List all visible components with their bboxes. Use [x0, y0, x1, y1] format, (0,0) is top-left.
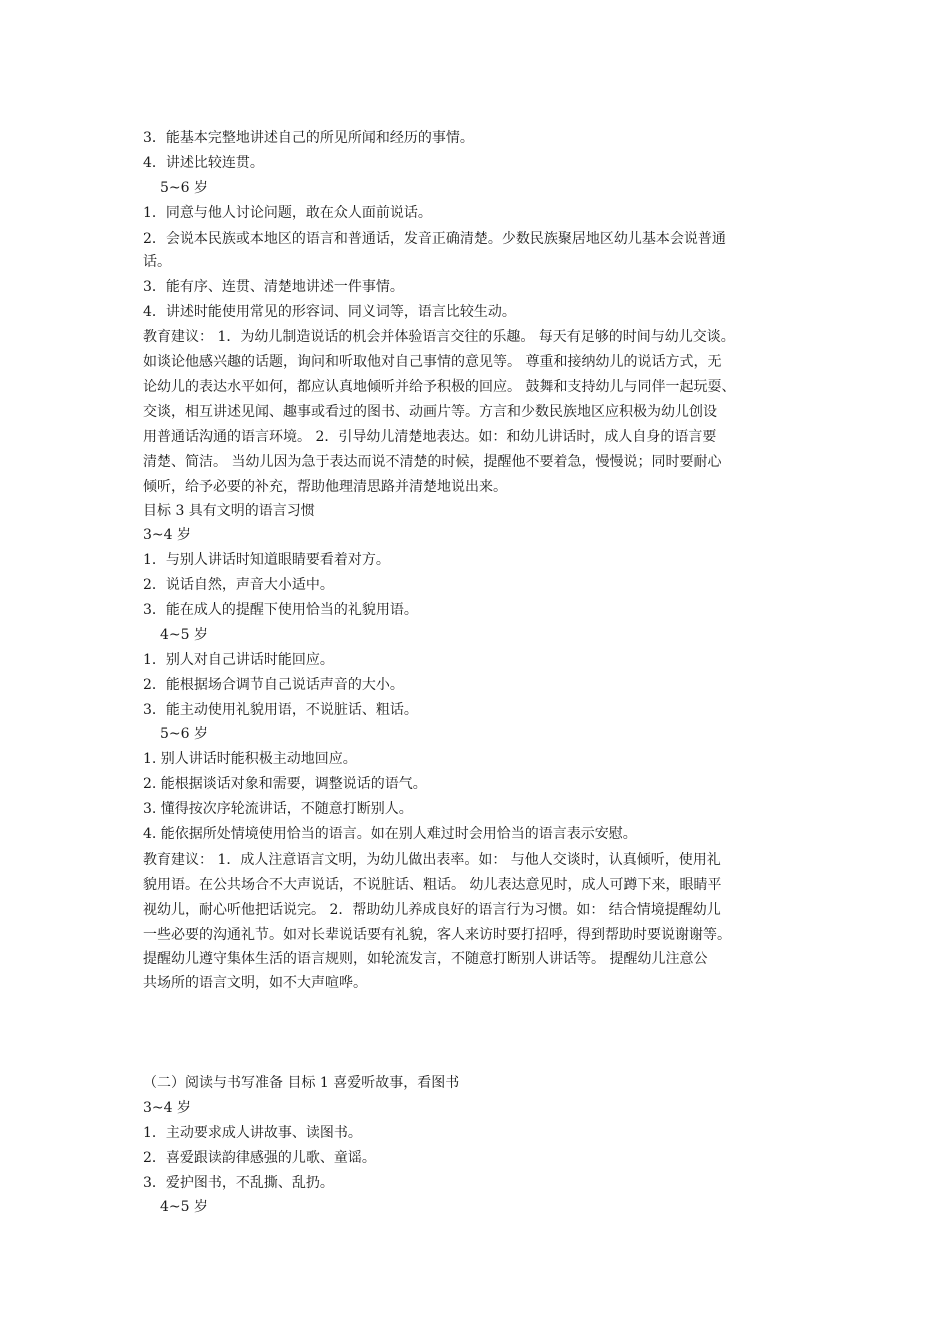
age-heading: 5~6 岁 — [160, 726, 208, 742]
text-line: 2. 能根据谈话对象和需要，调整说话的语气。 — [143, 776, 427, 792]
text-line: 共场所的语言文明，如不大声喧哗。 — [143, 975, 367, 991]
text-line: 1. 别人讲话时能积极主动地回应。 — [143, 751, 357, 767]
text-line: 2．能根据场合调节自己说话声音的大小。 — [143, 677, 404, 693]
age-heading: 4~5 岁 — [160, 1199, 208, 1215]
text-line: 3．能基本完整地讲述自己的所见所闻和经历的事情。 — [143, 130, 474, 146]
text-line: 提醒幼儿遵守集体生活的语言规则，如轮流发言，不随意打断别人讲话等。 提醒幼儿注意公 — [143, 951, 708, 967]
age-heading: 5~6 岁 — [160, 180, 208, 196]
text-line: 3．能有序、连贯、清楚地讲述一件事情。 — [143, 279, 404, 295]
section-heading: （二）阅读与书写准备 目标 1 喜爱听故事，看图书 — [143, 1075, 460, 1091]
text-line: 2．喜爱跟读韵律感强的儿歌、童谣。 — [143, 1150, 376, 1166]
text-line: 4．讲述比较连贯。 — [143, 155, 264, 171]
text-line: 视幼儿，耐心听他把话说完。 2．帮助幼儿养成良好的语言行为习惯。如： 结合情境提醒幼儿 — [143, 902, 721, 918]
text-line: 倾听，给予必要的补充，帮助他理清思路并清楚地说出来。 — [143, 479, 507, 495]
text-line: 教育建议： 1．为幼儿制造说话的机会并体验语言交往的乐趣。 每天有足够的时间与幼儿交谈。 — [143, 329, 735, 345]
text-line: 论幼儿的表达水平如何，都应认真地倾听并给予积极的回应。 鼓舞和支持幼儿与同伴一起玩耍、 — [143, 379, 736, 395]
text-line: 3. 懂得按次序轮流讲话，不随意打断别人。 — [143, 801, 413, 817]
text-line: 2．说话自然，声音大小适中。 — [143, 577, 334, 593]
text-line: 教育建议： 1．成人注意语言文明，为幼儿做出表率。如： 与他人交谈时，认真倾听，使用礼 — [143, 852, 721, 868]
text-line: 交谈，相互讲述见闻、趣事或看过的图书、动画片等。方言和少数民族地区应积极为幼儿创设 — [143, 404, 717, 420]
text-line: 3．能主动使用礼貌用语，不说脏话、粗话。 — [143, 702, 418, 718]
text-line: 1．别人对自己讲话时能回应。 — [143, 652, 334, 668]
text-line: 清楚、简洁。 当幼儿因为急于表达而说不清楚的时候，提醒他不要着急，慢慢说；同时要耐心 — [143, 454, 722, 470]
age-heading: 3~4 岁 — [143, 527, 191, 543]
section-heading: 目标 3 具有文明的语言习惯 — [143, 503, 315, 519]
text-line: 用普通话沟通的语言环境。 2．引导幼儿清楚地表达。如：和幼儿讲话时，成人自身的语言要 — [143, 429, 717, 445]
age-heading: 3~4 岁 — [143, 1100, 191, 1116]
text-line: 1．主动要求成人讲故事、读图书。 — [143, 1125, 362, 1141]
text-line: 2．会说本民族或本地区的语言和普通话，发音正确清楚。少数民族聚居地区幼儿基本会说普通 — [143, 231, 726, 247]
text-line: 一些必要的沟通礼节。如对长辈说话要有礼貌，客人来访时要打招呼，得到帮助时要说谢谢等。 — [143, 927, 731, 943]
text-line: 话。 — [143, 254, 171, 270]
text-line: 4. 能依据所处情境使用恰当的语言。如在别人难过时会用恰当的语言表示安慰。 — [143, 826, 637, 842]
text-line: 4．讲述时能使用常见的形容词、同义词等，语言比较生动。 — [143, 304, 516, 320]
text-line: 3．爱护图书，不乱撕、乱扔。 — [143, 1175, 334, 1191]
text-line: 1．同意与他人讨论问题，敢在众人面前说话。 — [143, 205, 432, 221]
text-line: 3．能在成人的提醒下使用恰当的礼貌用语。 — [143, 602, 418, 618]
text-line: 如谈论他感兴趣的话题，询问和听取他对自己事情的意见等。 尊重和接纳幼儿的说话方式，无 — [143, 354, 722, 370]
text-line: 1．与别人讲话时知道眼睛要看着对方。 — [143, 552, 390, 568]
text-line: 貌用语。在公共场合不大声说话，不说脏话、粗话。 幼儿表达意见时，成人可蹲下来，眼睛平 — [143, 877, 722, 893]
age-heading: 4~5 岁 — [160, 627, 208, 643]
